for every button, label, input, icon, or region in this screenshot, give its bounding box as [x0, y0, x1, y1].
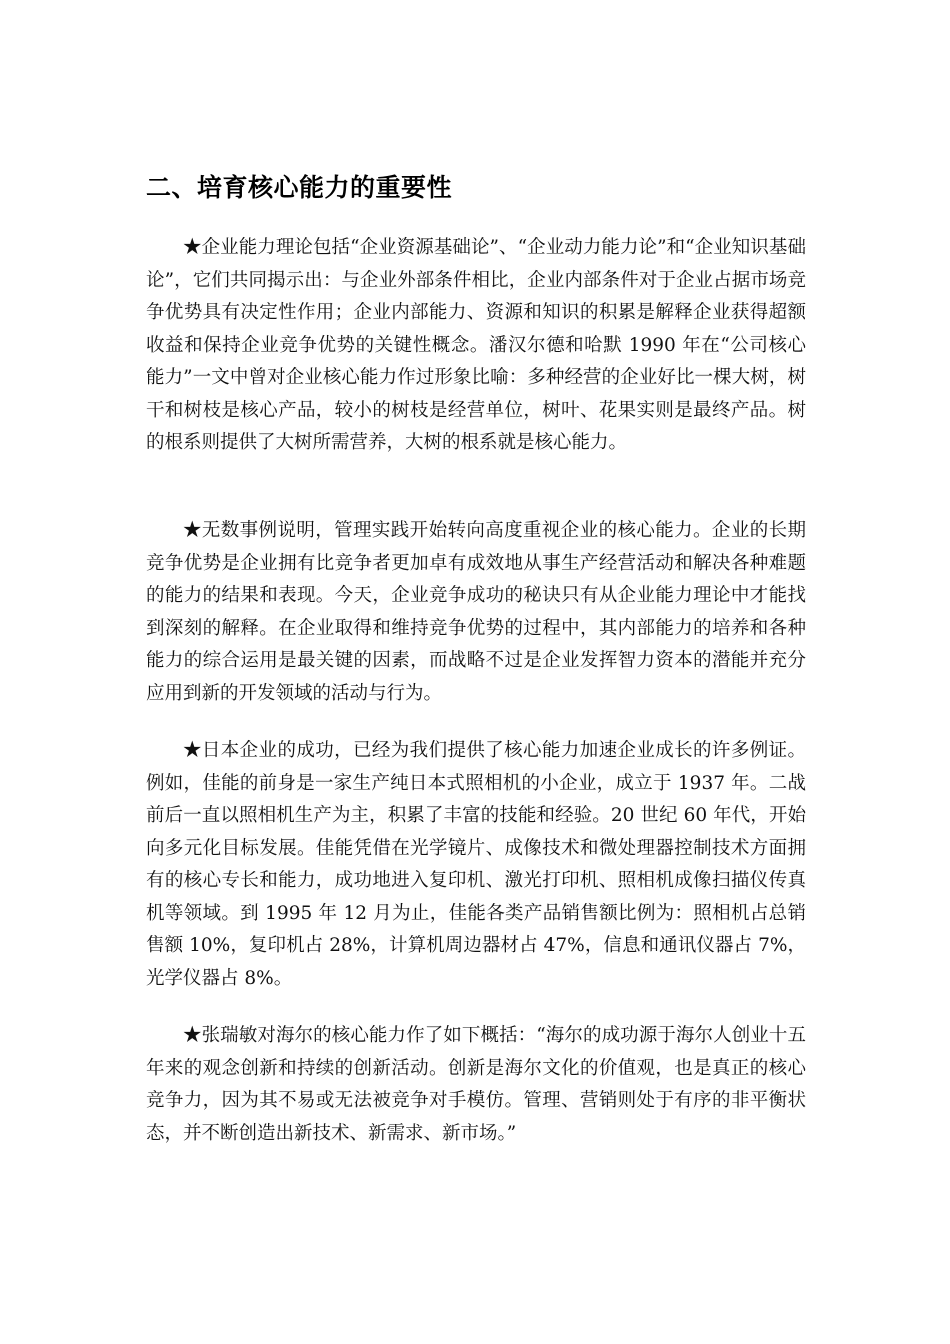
paragraph-haier-core-capability: ★张瑞敏对海尔的核心能力作了如下概括：“海尔的成功源于海尔人创业十五年来的观念创新和持续的创新活动。创新是海尔文化的价值观，也是真正的核心竞争力，因为其不易或无法被竞争对手模仿。管理、营销则处于有序的非平衡状态，并不断创造出新技术、新需求、新市场。” — [146, 1025, 806, 1144]
paragraph-enterprise-capability-theory: ★企业能力理论包括“企业资源基础论”、“企业动力能力论”和“企业知识基础论”，它们共同揭示出：与企业外部条件相比，企业内部条件对于企业占据市场竞争优势具有决定性作用；企业内部能力、资源和知识的积累是解释企业获得超额收益和保持企业竞争优势的关键性概念。潘汉尔德和哈默 1990 年在“公司核心能力”一文中曾对企业核心能力作过形象比喻：多种经营的企业好比一棵大树，树干和树枝是核心产品，较小的树枝是经营单位，树叶、花果实则是最终产品。树的根系则提供了大树所需营养，大树的根系就是核心能力。 — [146, 237, 806, 453]
paragraph-management-practice: ★无数事例说明，管理实践开始转向高度重视企业的核心能力。企业的长期竞争优势是企业拥有比竞争者更加卓有成效地从事生产经营活动和解决各种难题的能力的结果和表现。今天，企业竞争成功的秘诀只有从企业能力理论中才能找到深刻的解释。在企业取得和维持竞争优势的过程中，其内部能力的培养和各种能力的综合运用是最关键的因素，而战略不过是企业发挥智力资本的潜能并充分应用到新的开发领域的活动与行为。 — [146, 520, 806, 704]
paragraph-japanese-enterprise-canon: ★日本企业的成功，已经为我们提供了核心能力加速企业成长的许多例证。例如，佳能的前身是一家生产纯日本式照相机的小企业，成立于 1937 年。二战前后一直以照相机生产为主，积累了丰富的技能和经验。20 世纪 60 年代，开始向多元化目标发展。佳能凭借在光学镜片、成像技术和微处理器控制技术方面拥有的核心专长和能力，成功地进入复印机、激光打印机、照相机成像扫描仪传真机等领域。到 1995 年 12 月为止，佳能各类产品销售额比例为：照相机占总销售额 10%，复印机占 28%，计算机周边器材占 47%，信息和通讯仪器占 7%，光学仪器占 8%。 — [146, 740, 806, 989]
section-heading: 二、培育核心能力的重要性 — [146, 173, 453, 202]
